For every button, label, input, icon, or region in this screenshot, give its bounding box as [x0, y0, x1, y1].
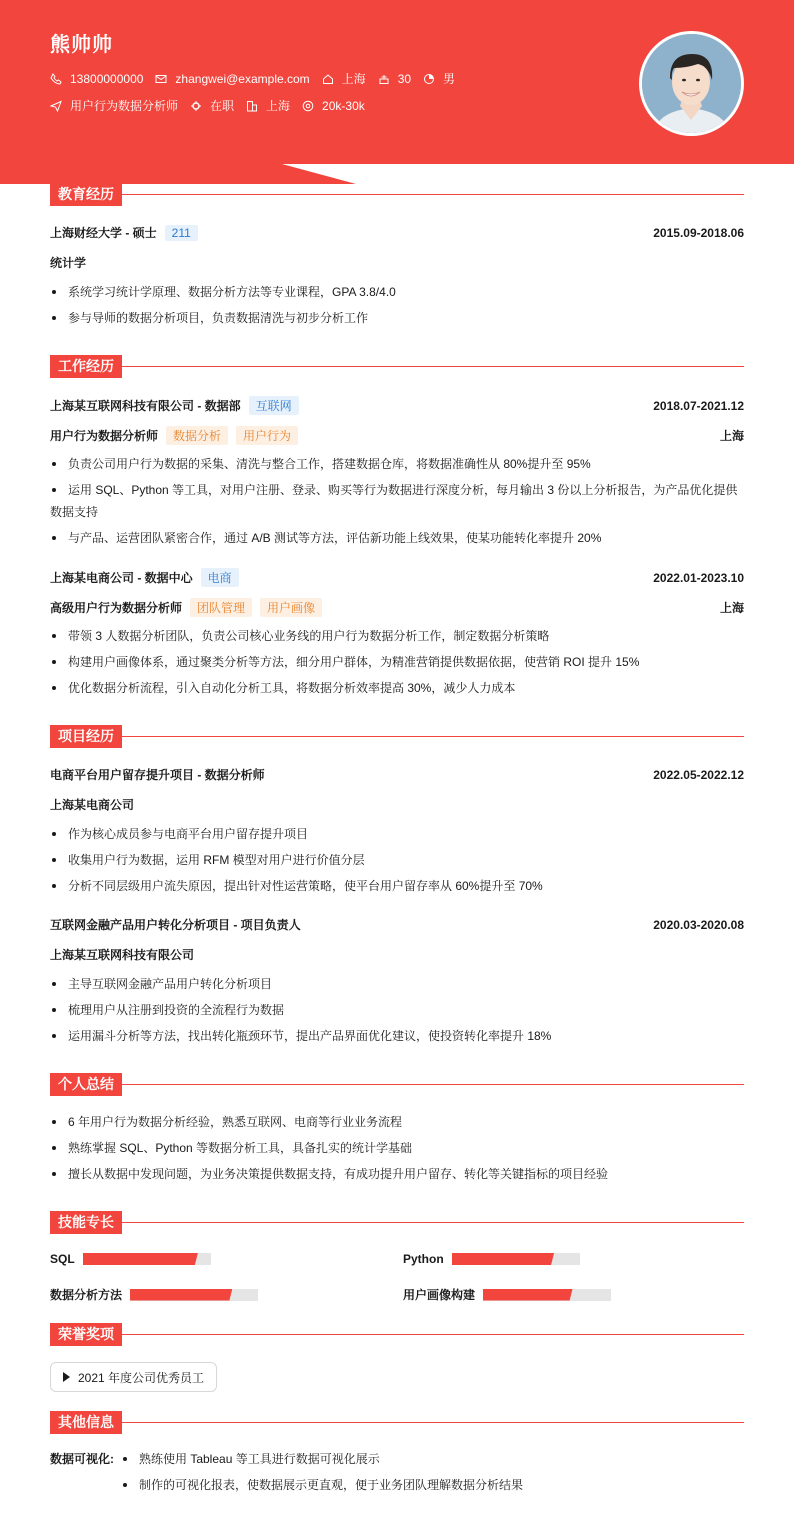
job-role — [50, 598, 744, 617]
list-item: 熟练掌握 SQL、Python 等数据分析工具，具备扎实的统计学基础 — [50, 1135, 744, 1161]
gender-text: 男 — [443, 72, 456, 86]
divider — [122, 366, 744, 367]
age-text: 30 — [397, 71, 412, 86]
list-item: 构建用户画像体系，通过聚类分析等方法，细分用户群体，为精准营销提供数据依据，使营销 ROI 提升 15% — [50, 649, 744, 675]
list-item: 制作的可视化报表，使数据展示更直观，便于业务团队理解数据分析结果 — [121, 1477, 523, 1493]
status-item — [190, 97, 234, 114]
email-item — [155, 72, 309, 86]
education-major: 统计学 — [50, 256, 87, 270]
project-period: 2022.05-2022.12 — [653, 767, 744, 782]
award-item[interactable] — [50, 1362, 217, 1392]
list-item: 与产品、运营团队紧密合作，通过 A/B 测试等方法，评估新功能上线效果，使某功能转化率提升 20% — [50, 525, 744, 551]
industry-tag: 电商 — [201, 568, 239, 587]
section-label: 其他信息 — [50, 1411, 122, 1434]
section-skills-title — [50, 1211, 744, 1234]
divider — [122, 194, 744, 195]
company-name: 上海某互联网科技有限公司 - 数据部 — [50, 399, 241, 413]
project-header — [50, 916, 744, 933]
section-other-title — [50, 1411, 744, 1434]
candidate-name: 熊帅帅 — [50, 34, 113, 56]
list-item: 熟练使用 Tableau 等工具进行数据可视化展示 — [121, 1451, 380, 1467]
skill-bar — [83, 1253, 211, 1265]
salary-text: 20k-30k — [322, 98, 365, 113]
project-org: 上海某电商公司 — [50, 798, 135, 812]
position-text: 用户行为数据分析师 — [70, 99, 179, 113]
education-header — [50, 224, 744, 241]
list-item: 梳理用户从注册到投资的全流程行为数据 — [50, 997, 744, 1023]
list-item: 运用漏斗分析等方法，找出转化瓶颈环节，提出产品界面优化建议，使投资转化率提升 18% — [50, 1023, 744, 1049]
divider — [122, 1334, 744, 1335]
skill-bar-fill — [83, 1253, 198, 1265]
divider — [122, 1084, 744, 1085]
skill-item — [403, 1252, 580, 1266]
phone-text: 13800000000 — [70, 71, 144, 86]
skill-bar-fill — [130, 1289, 232, 1301]
divider — [122, 1422, 744, 1423]
phone-icon — [50, 73, 62, 85]
section-label: 个人总结 — [50, 1073, 122, 1096]
skill-bar-fill — [483, 1289, 573, 1301]
skill-name: Python — [403, 1252, 444, 1266]
section-projects-title — [50, 725, 744, 748]
list-item: 优化数据分析流程，引入自动化分析工具，将数据分析效率提高 30%，减少人力成本 — [50, 675, 744, 701]
divider — [122, 1222, 744, 1223]
job-role — [50, 426, 744, 445]
list-item: 擅长从数据中发现问题，为业务决策提供数据支持，有成功提升用户留存、转化等关键指标的项目经验 — [50, 1161, 744, 1187]
gender-icon — [423, 73, 435, 85]
status-icon — [190, 100, 202, 112]
project-name: 互联网金融产品用户转化分析项目 - 项目负责人 — [50, 918, 301, 932]
skill-tag: 用户行为 — [236, 426, 298, 445]
section-summary-title — [50, 1073, 744, 1096]
school-name: 上海财经大学 - 硕士 — [50, 226, 157, 240]
skill-bar — [452, 1253, 580, 1265]
skill-name: 数据分析方法 — [50, 1288, 123, 1302]
list-item: 主导互联网金融产品用户转化分析项目 — [50, 971, 744, 997]
project-period: 2020.03-2020.08 — [653, 917, 744, 932]
target-city-item — [246, 97, 290, 114]
money-icon — [302, 100, 314, 112]
section-label: 教育经历 — [50, 183, 122, 206]
list-item: 负责公司用户行为数据的采集、清洗与整合工作，搭建数据仓库，将数据准确性从 80%提升至 95% — [50, 451, 744, 477]
skill-bar-fill — [452, 1253, 554, 1265]
skill-bar — [483, 1289, 611, 1301]
job-intent-row — [50, 97, 377, 114]
other-label: 数据可视化: — [50, 1452, 114, 1466]
section-education-title — [50, 183, 744, 206]
list-item: 作为核心成员参与电商平台用户留存提升项目 — [50, 821, 744, 847]
education-period: 2015.09-2018.06 — [653, 225, 744, 240]
company-name: 上海某电商公司 - 数据中心 — [50, 571, 193, 585]
school-tag: 211 — [165, 225, 198, 241]
position-item — [50, 97, 178, 114]
job-period: 2018.07-2021.12 — [653, 398, 744, 413]
industry-tag: 互联网 — [249, 396, 299, 415]
position-name: 高级用户行为数据分析师 — [50, 601, 183, 615]
skill-bar — [130, 1289, 258, 1301]
salary-item — [302, 99, 365, 113]
section-label: 项目经历 — [50, 725, 122, 748]
job-header — [50, 396, 744, 415]
project-org: 上海某互联网科技有限公司 — [50, 948, 195, 962]
project-name: 电商平台用户留存提升项目 - 数据分析师 — [50, 768, 265, 782]
job-city: 上海 — [719, 601, 744, 615]
cake-icon — [378, 73, 390, 85]
avatar — [639, 31, 744, 136]
skill-tag: 数据分析 — [166, 426, 228, 445]
skill-item — [50, 1286, 258, 1303]
job-city: 上海 — [719, 429, 744, 443]
email-text: zhangwei@example.com — [175, 71, 310, 86]
list-item: 系统学习统计学原理、数据分析方法等专业课程，GPA 3.8/4.0 — [50, 279, 744, 305]
list-item: 参与导师的数据分析项目，负责数据清洗与初步分析工作 — [50, 305, 744, 331]
play-icon — [63, 1372, 70, 1382]
skill-tag: 团队管理 — [190, 598, 252, 617]
phone-item — [50, 72, 143, 86]
contact-row — [50, 70, 467, 87]
age-item — [378, 72, 411, 86]
job-period: 2022.01-2023.10 — [653, 570, 744, 585]
section-honors-title — [50, 1323, 744, 1346]
avatar-photo — [642, 34, 741, 133]
status-text: 在职 — [210, 99, 235, 113]
city-item — [322, 70, 366, 87]
divider — [122, 736, 744, 737]
position-name: 用户行为数据分析师 — [50, 429, 159, 443]
building-icon — [246, 100, 258, 112]
project-header — [50, 766, 744, 783]
home-icon — [322, 73, 334, 85]
skill-item — [403, 1286, 611, 1303]
award-text: 2021 年度公司优秀员工 — [78, 1370, 205, 1385]
skill-name: 用户画像构建 — [403, 1288, 476, 1302]
section-label: 荣誉奖项 — [50, 1323, 122, 1346]
list-item-continuation: 数据支持 — [50, 505, 99, 519]
list-item: 收集用户行为数据，运用 RFM 模型对用户进行价值分层 — [50, 847, 744, 873]
section-label: 工作经历 — [50, 355, 122, 378]
mail-icon — [155, 73, 167, 85]
skill-item — [50, 1252, 211, 1266]
send-icon — [50, 100, 62, 112]
list-item: 6 年用户行为数据分析经验，熟悉互联网、电商等行业业务流程 — [50, 1109, 744, 1135]
list-item: 运用 SQL、Python 等工具，对用户注册、登录、购买等行为数据进行深度分析，每月输出 3 份以上分析报告，为产品优化提供 — [50, 477, 744, 503]
list-item: 带领 3 人数据分析团队，负责公司核心业务线的用户行为数据分析工作，制定数据分析策略 — [50, 623, 744, 649]
section-label: 技能专长 — [50, 1211, 122, 1234]
skill-tag: 用户画像 — [260, 598, 322, 617]
resume-header — [0, 0, 794, 184]
gender-item — [423, 70, 455, 87]
list-item: 分析不同层级用户流失原因，提出针对性运营策略，使平台用户留存率从 60%提升至 70% — [50, 873, 744, 899]
city-text: 上海 — [341, 72, 366, 86]
skill-name: SQL — [50, 1252, 75, 1266]
target-city-text: 上海 — [266, 99, 291, 113]
section-work-title — [50, 355, 744, 378]
job-header — [50, 568, 744, 587]
